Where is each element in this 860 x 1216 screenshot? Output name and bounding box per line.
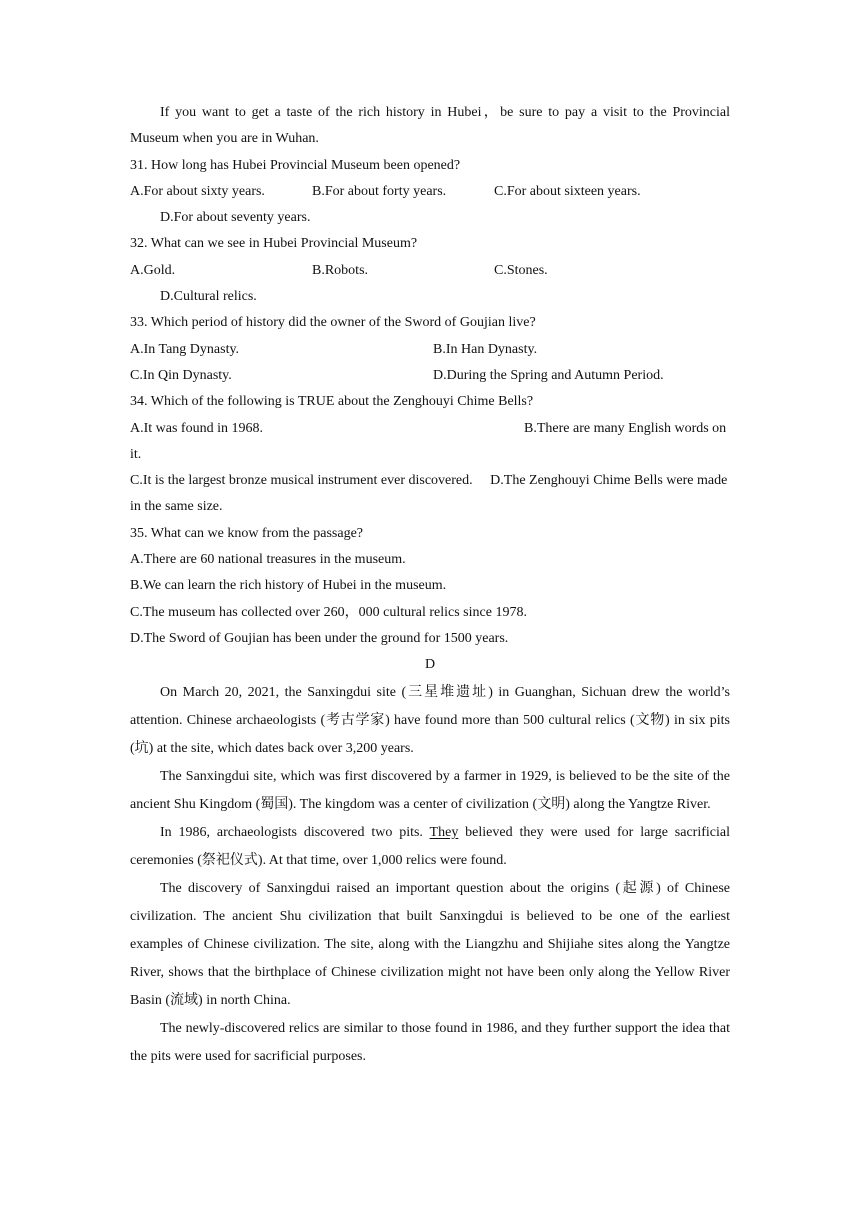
intro-comma: ， <box>481 105 501 120</box>
intro-paragraph <box>130 100 730 153</box>
q33-option-b: B.In Han Dynasty. <box>433 341 538 357</box>
section-d-paragraph-1: On March 20, 2021, the Sanxingdui site (三星堆遗址) in Guanghan, Sichuan drew the world’s attention. Chinese archaeologists (考古学家) have found more than 500 cultural relics (文物) in six pits (坑) at the site, which dates back over 3,200 years. <box>130 684 730 756</box>
q31-option-c: C.For about sixteen years. <box>494 183 641 199</box>
q35-option-b: B.We can learn the rich history of Hubei in the museum. <box>130 578 447 594</box>
question-33-options-row-2 <box>130 363 730 389</box>
q35-option-d: D.The Sword of Goujian has been under the ground for 1500 years. <box>130 630 509 646</box>
p3-text-start: In 1986, archaeologists discovered two pits. <box>160 824 430 840</box>
question-32-options-row <box>130 258 730 284</box>
question-31-stem: 31. How long has Hubei Provincial Museum been opened? <box>130 157 461 173</box>
q34-option-a: A.It was found in 1968. <box>130 420 263 436</box>
q31-option-a: A.For about sixty years. <box>130 183 265 199</box>
question-34-stem: 34. Which of the following is TRUE about the Zenghouyi Chime Bells? <box>130 394 534 410</box>
section-d-heading: D <box>424 657 436 673</box>
question-32-stem: 32. What can we see in Hubei Provincial Museum? <box>130 236 418 252</box>
q34-option-c: C.It is the largest bronze musical instrument ever discovered. <box>130 473 473 489</box>
q34-option-d: D.The Zenghouyi Chime Bells were made in the same size. <box>130 473 728 515</box>
q35-option-a: A.There are 60 national treasures in the museum. <box>130 552 406 568</box>
q32-option-c: C.Stones. <box>494 262 548 278</box>
p3-text-end: believed they were used for large sacrificial ceremonies (祭祀仪式). At that time, over 1,000 relics were found. <box>130 824 730 868</box>
question-33-stem: 33. Which period of history did the owner of the Sword of Goujian live? <box>130 315 536 331</box>
section-d-paragraph-5: The newly-discovered relics are similar to those found in 1986, and they further support the idea that the pits were used for sacrificial purposes. <box>130 1020 730 1064</box>
q34-option-b: B.There are many English words on it. <box>130 420 727 462</box>
q33-option-d: D.During the Spring and Autumn Period. <box>433 367 664 383</box>
section-d-paragraph-3 <box>130 819 730 875</box>
q34-options-cd <box>130 468 730 521</box>
intro-text-start: If you want to get a taste of the rich history in Hubei <box>160 105 482 120</box>
question-33-options-row-1 <box>130 337 730 363</box>
intro-text-end: be sure to pay a visit to the Provincial Museum when you are in Wuhan. <box>130 105 731 147</box>
section-d-paragraph-4: The discovery of Sanxingdui raised an important question about the origins (起源) of Chinese civilization. The ancient Shu civilization that built Sanxingdui is believed to be one of the earliest examples of Chinese civilization. The site, along with the Liangzhu and Shijiahe sites along the Yangtze River, shows that the birthplace of Chinese civilization might not have been only along the Yellow River Basin (流域) in north China. <box>130 880 730 1008</box>
question-35-stem: 35. What can we know from the passage? <box>130 525 363 541</box>
section-d-paragraph-2: The Sanxingdui site, which was first discovered by a farmer in 1929, is believed to be the site of the ancient Shu Kingdom (蜀国). The kingdom was a center of civilization (文明) along the Yangtze River. <box>130 768 730 812</box>
q32-option-b: B.Robots. <box>312 262 369 278</box>
document-page <box>130 100 730 1071</box>
q32-option-d: D.Cultural relics. <box>160 289 257 305</box>
q31-option-d: D.For about seventy years. <box>160 210 311 226</box>
q31-option-b: B.For about forty years. <box>312 183 447 199</box>
q35-option-c: C.The museum has collected over 260，000 cultural relics since 1978. <box>130 604 527 620</box>
q32-option-a: A.Gold. <box>130 262 176 278</box>
q33-option-c: C.In Qin Dynasty. <box>130 367 232 383</box>
p3-underlined-pronoun: They <box>429 824 459 840</box>
question-31-options-row <box>130 179 730 205</box>
q33-option-a: A.In Tang Dynasty. <box>130 341 240 357</box>
q34-options-ab <box>130 416 730 469</box>
